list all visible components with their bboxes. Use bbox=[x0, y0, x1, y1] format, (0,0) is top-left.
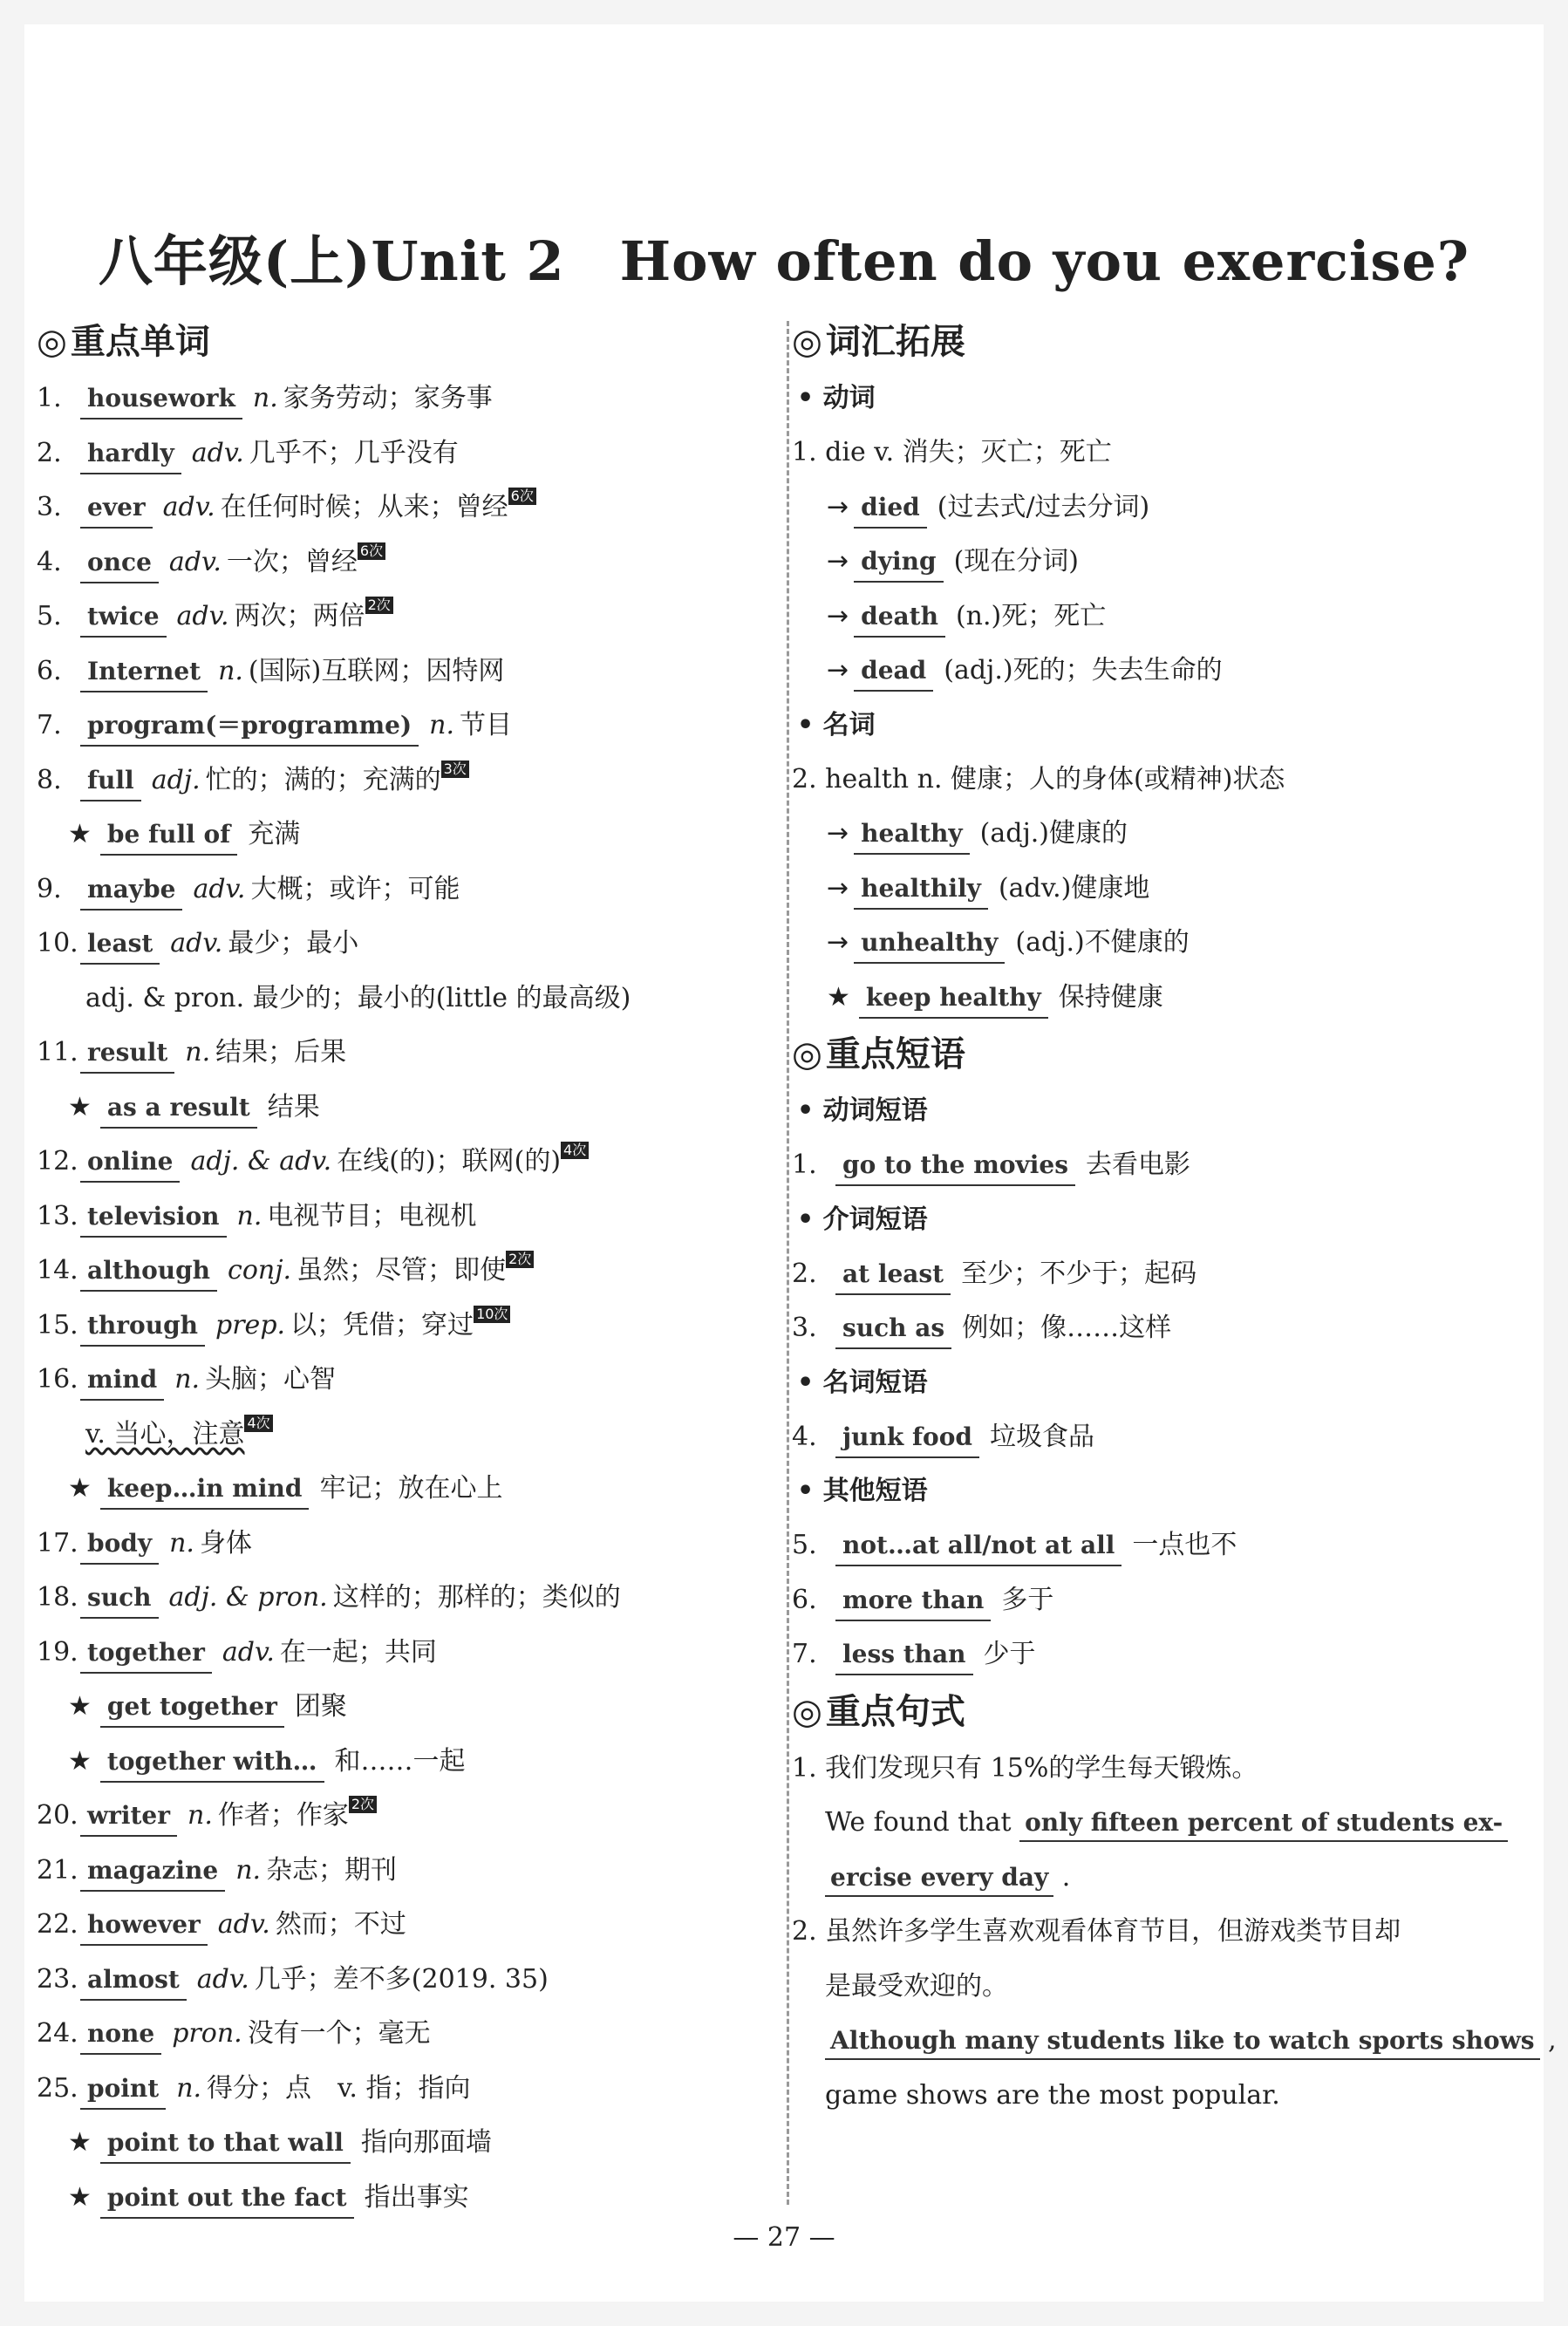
word-row bbox=[37, 590, 769, 645]
item-number: 10. bbox=[37, 928, 78, 958]
answer-blank[interactable]: once bbox=[80, 543, 159, 583]
star-icon: ★ bbox=[68, 2127, 92, 2158]
arrow-icon: → bbox=[827, 872, 849, 904]
frequency-badge: 2次 bbox=[506, 1251, 534, 1268]
sentence-2-en: Although many students like to watch sports shows , bbox=[792, 2014, 1524, 2069]
frequency-badge: 6次 bbox=[358, 542, 385, 560]
worksheet-page bbox=[24, 24, 1557, 2302]
word-row bbox=[37, 1789, 769, 1844]
section-heading: ◎ 重点单词 bbox=[37, 322, 210, 362]
part-of-speech: n. bbox=[187, 1800, 213, 1831]
answer-blank[interactable]: point to that wall bbox=[100, 2124, 351, 2164]
sentence-1-cn: 1. 我们发现只有 15%的学生每天锻炼。 bbox=[792, 1752, 1258, 1784]
definition: 至少；不少于；起码 bbox=[961, 1258, 1197, 1289]
answer-blank[interactable]: although bbox=[80, 1252, 217, 1292]
definition: 几乎不；几乎没有 bbox=[249, 437, 459, 468]
definition: (adv.)健康地 bbox=[998, 872, 1150, 904]
section-heading: ◎ 重点短语 bbox=[792, 1034, 965, 1074]
answer-blank[interactable]: housework bbox=[80, 379, 242, 419]
item-number: 12. bbox=[37, 1146, 78, 1177]
word-row bbox=[37, 1898, 769, 1953]
answer-blank[interactable]: not…at all/not at all bbox=[835, 1526, 1121, 1566]
answer-blank[interactable]: almost bbox=[80, 1961, 187, 2001]
health-line: 2. health n. 健康；人的身体(或精神)状态 bbox=[792, 763, 1285, 795]
frequency-badge: 4次 bbox=[244, 1415, 272, 1432]
form-row bbox=[792, 807, 1524, 862]
answer-blank[interactable]: ercise every day bbox=[825, 1863, 1053, 1897]
part-of-speech: adv. bbox=[170, 928, 223, 958]
definition: 几乎；差不多(2019. 35) bbox=[254, 1963, 549, 1995]
phrase-row bbox=[792, 1573, 1524, 1628]
answer-blank[interactable]: healthy bbox=[854, 815, 970, 855]
word-row bbox=[37, 1953, 769, 2008]
item-number: 4. bbox=[37, 546, 62, 577]
answer-blank[interactable]: hardly bbox=[80, 434, 181, 474]
definition: 头脑；心智 bbox=[205, 1364, 337, 1395]
part-of-speech: adv. bbox=[162, 492, 215, 522]
item-number: 5. bbox=[792, 1530, 817, 1560]
item-number: 6. bbox=[37, 655, 62, 686]
part-of-speech: adv. bbox=[217, 1909, 270, 1940]
definition: 去看电影 bbox=[1086, 1149, 1190, 1180]
answer-blank[interactable]: only fifteen percent of students ex- bbox=[1019, 1808, 1508, 1842]
die-line: 1. die v. 消失；灭亡；死亡 bbox=[792, 437, 1112, 467]
word-row bbox=[37, 972, 769, 1027]
definition: 结果 bbox=[267, 1091, 320, 1122]
item-number: 7. bbox=[792, 1639, 817, 1669]
word-row bbox=[37, 1462, 769, 1517]
frequency-badge: 6次 bbox=[508, 488, 536, 505]
arrow-icon: → bbox=[827, 491, 849, 522]
frequency-badge: 2次 bbox=[365, 597, 393, 614]
definition: 以；凭借；穿过 bbox=[290, 1309, 474, 1340]
word-row bbox=[37, 1408, 769, 1463]
section-heading: ◎ 词汇拓展 bbox=[792, 322, 965, 362]
arrow-icon: → bbox=[827, 546, 849, 576]
definition: 身体 bbox=[199, 1527, 252, 1559]
definition: 作者；作家 bbox=[217, 1800, 349, 1831]
health-star-row: ★ keep healthy 保持健康 bbox=[792, 971, 1524, 1026]
phrase-list bbox=[792, 1084, 1524, 1682]
part-of-speech: pron. bbox=[172, 2018, 242, 2049]
definition: 虽然；尽管；即使 bbox=[297, 1255, 507, 1286]
definition: 大概；或许；可能 bbox=[250, 873, 460, 904]
item-number: 22. bbox=[37, 1909, 78, 1940]
star-icon: ★ bbox=[68, 1091, 92, 1122]
part-of-speech: adj. bbox=[151, 764, 201, 795]
definition: v. 当心，注意 bbox=[85, 1418, 245, 1449]
word-row bbox=[37, 1081, 769, 1136]
word-row bbox=[37, 426, 769, 481]
answer-blank[interactable]: more than bbox=[835, 1581, 991, 1621]
star-icon: ★ bbox=[68, 1745, 92, 1777]
answer-blank[interactable]: Internet bbox=[80, 652, 208, 692]
word-row bbox=[37, 699, 769, 754]
arrow-icon: → bbox=[827, 818, 849, 849]
phrase-row bbox=[792, 1138, 1524, 1193]
word-row bbox=[37, 863, 769, 917]
phrase-row bbox=[792, 1518, 1524, 1573]
part-of-speech: adv. bbox=[196, 1963, 249, 1995]
phrase-row bbox=[792, 1301, 1524, 1356]
definition: 一次；曾经 bbox=[226, 546, 358, 577]
part-of-speech: adj. & pron. bbox=[168, 1582, 328, 1613]
left-column bbox=[37, 312, 769, 2225]
item-number: 25. bbox=[37, 2072, 78, 2104]
answer-blank[interactable]: such as bbox=[835, 1309, 951, 1349]
part-of-speech: n. bbox=[236, 1200, 262, 1231]
item-number: 6. bbox=[792, 1584, 817, 1615]
answer-blank[interactable]: through bbox=[80, 1306, 205, 1347]
form-row bbox=[792, 590, 1524, 645]
definition: 节目 bbox=[460, 710, 513, 740]
item-number: 3. bbox=[37, 492, 62, 522]
definition: 少于 bbox=[983, 1639, 1036, 1669]
definition: 多于 bbox=[1001, 1584, 1054, 1615]
star-icon: ★ bbox=[68, 819, 92, 849]
die-forms bbox=[792, 481, 1524, 699]
item-number: 7. bbox=[37, 710, 62, 740]
phrase-subheading: • 其他短语 bbox=[797, 1476, 928, 1506]
section-heading: ◎ 重点句式 bbox=[792, 1691, 965, 1732]
sentence-2-en-cont: game shows are the most popular. bbox=[825, 2079, 1280, 2111]
answer-blank[interactable]: point out the fact bbox=[100, 2179, 354, 2219]
word-row bbox=[37, 1844, 769, 1899]
answer-blank[interactable]: death bbox=[854, 597, 945, 638]
definition: 没有一个；毫无 bbox=[247, 2018, 431, 2049]
item-number: 17. bbox=[37, 1527, 78, 1559]
definition: (adj.)死的；失去生命的 bbox=[944, 655, 1223, 686]
answer-blank[interactable]: body bbox=[80, 1525, 159, 1565]
definition: 电视节目；电视机 bbox=[267, 1200, 477, 1231]
item-number: 2. bbox=[37, 437, 62, 468]
phrase-subheading: • 名词短语 bbox=[797, 1367, 928, 1398]
part-of-speech: adj. & adv. bbox=[190, 1146, 332, 1177]
answer-blank[interactable]: full bbox=[80, 761, 141, 801]
item-number: 24. bbox=[37, 2018, 78, 2049]
item-number: 19. bbox=[37, 1636, 78, 1668]
word-row bbox=[37, 1680, 769, 1735]
part-of-speech: adv. bbox=[193, 873, 246, 904]
word-row bbox=[37, 1517, 769, 1572]
item-number: 23. bbox=[37, 1963, 78, 1995]
item-number: 21. bbox=[37, 1854, 78, 1886]
answer-blank[interactable]: less than bbox=[835, 1635, 973, 1675]
part-of-speech: prep. bbox=[215, 1309, 286, 1340]
phrase-subheading: • 动词短语 bbox=[797, 1095, 928, 1126]
word-row bbox=[37, 372, 769, 426]
star-icon: ★ bbox=[68, 1473, 92, 1504]
part-of-speech: n. bbox=[174, 1364, 201, 1395]
word-row bbox=[37, 1353, 769, 1408]
item-number: 3. bbox=[792, 1313, 817, 1343]
part-of-speech: n. bbox=[176, 2072, 202, 2104]
definition: 家务劳动；家务事 bbox=[283, 383, 493, 413]
answer-blank[interactable]: such bbox=[80, 1579, 159, 1619]
answer-blank[interactable]: go to the movies bbox=[835, 1146, 1075, 1186]
item-number: 9. bbox=[37, 873, 62, 904]
definition: 例如；像……这样 bbox=[962, 1313, 1172, 1343]
word-row bbox=[37, 535, 769, 590]
definition: (过去式/过去分词) bbox=[937, 491, 1150, 522]
item-number: 20. bbox=[37, 1800, 78, 1831]
part-of-speech: n. bbox=[252, 383, 278, 413]
word-row bbox=[37, 917, 769, 972]
definition: 杂志；期刊 bbox=[266, 1854, 398, 1886]
word-row bbox=[37, 1299, 769, 1354]
answer-blank[interactable]: together bbox=[80, 1634, 212, 1674]
word-row bbox=[37, 2062, 769, 2117]
definition: (国际)互联网；因特网 bbox=[248, 655, 505, 686]
column-divider bbox=[787, 321, 789, 2205]
definition: 指出事实 bbox=[364, 2181, 469, 2213]
item-number: 8. bbox=[37, 764, 62, 795]
definition: 指向那面墙 bbox=[360, 2127, 492, 2158]
answer-blank[interactable]: least bbox=[80, 924, 160, 965]
part-of-speech: n. bbox=[235, 1854, 262, 1886]
definition: 垃圾食品 bbox=[989, 1421, 1094, 1452]
arrow-icon: → bbox=[827, 600, 849, 631]
word-row bbox=[37, 1626, 769, 1681]
item-number: 16. bbox=[37, 1364, 78, 1395]
phrase-row bbox=[792, 1247, 1524, 1302]
answer-blank[interactable]: keep healthy bbox=[859, 979, 1048, 1019]
definition: (n.)死；死亡 bbox=[955, 600, 1107, 631]
frequency-badge: 3次 bbox=[441, 761, 469, 778]
sentence-2-cn-cont: 是最受欢迎的。 bbox=[825, 1970, 1008, 2002]
definition: 得分；点 v. 指；指向 bbox=[207, 2072, 471, 2104]
word-row bbox=[37, 481, 769, 535]
definition: 忙的；满的；充满的 bbox=[205, 764, 441, 795]
word-row bbox=[37, 2007, 769, 2062]
definition: adj. & pron. 最少的；最小的(little 的最高级) bbox=[85, 982, 631, 1013]
form-row bbox=[792, 481, 1524, 535]
word-row bbox=[37, 1244, 769, 1299]
definition: 和……一起 bbox=[334, 1745, 466, 1777]
star-icon: ★ bbox=[68, 1691, 92, 1722]
definition: 最少；最小 bbox=[228, 928, 359, 958]
definition: 充满 bbox=[248, 819, 301, 849]
answer-blank[interactable]: keep…in mind bbox=[100, 1470, 310, 1510]
form-row bbox=[792, 916, 1524, 971]
form-row bbox=[792, 535, 1524, 590]
definition: 两次；两倍 bbox=[234, 601, 365, 631]
subheading-verb: • 动词 bbox=[797, 383, 876, 413]
definition: 在线(的)；联网(的) bbox=[337, 1146, 562, 1177]
answer-blank[interactable]: maybe bbox=[80, 870, 182, 911]
answer-blank[interactable]: none bbox=[80, 2015, 161, 2055]
item-number: 2. bbox=[792, 1258, 817, 1289]
definition: (adj.)健康的 bbox=[979, 818, 1128, 849]
arrow-icon: → bbox=[827, 927, 849, 958]
answer-blank[interactable]: as a result bbox=[100, 1088, 257, 1129]
answer-blank[interactable]: dead bbox=[854, 651, 933, 692]
definition: (adj.)不健康的 bbox=[1015, 927, 1190, 958]
word-row bbox=[37, 1571, 769, 1626]
word-list bbox=[37, 372, 769, 2225]
item-number: 13. bbox=[37, 1200, 78, 1231]
answer-blank[interactable]: however bbox=[80, 1906, 208, 1946]
answer-blank[interactable]: writer bbox=[80, 1797, 177, 1837]
part-of-speech: n. bbox=[169, 1527, 194, 1559]
item-number: 5. bbox=[37, 601, 62, 631]
answer-blank[interactable]: online bbox=[80, 1143, 180, 1183]
frequency-badge: 2次 bbox=[349, 1796, 377, 1813]
frequency-badge: 4次 bbox=[561, 1142, 589, 1159]
word-row bbox=[37, 1735, 769, 1790]
definition: 结果；后果 bbox=[215, 1037, 347, 1068]
word-row bbox=[37, 754, 769, 808]
health-forms bbox=[792, 807, 1524, 971]
definition: 团聚 bbox=[294, 1691, 347, 1722]
answer-blank[interactable]: get together bbox=[100, 1688, 284, 1728]
sentence-2-cn: 2. 虽然许多学生喜欢观看体育节目，但游戏类节目却 bbox=[792, 1916, 1401, 1947]
word-row bbox=[37, 645, 769, 699]
answer-blank[interactable]: died bbox=[854, 488, 927, 529]
item-number: 11. bbox=[37, 1037, 78, 1068]
part-of-speech: n. bbox=[185, 1037, 211, 1068]
part-of-speech: n. bbox=[429, 710, 455, 740]
subheading-noun: • 名词 bbox=[797, 709, 876, 740]
word-row bbox=[37, 1135, 769, 1190]
item-number: 15. bbox=[37, 1309, 78, 1340]
right-column bbox=[792, 312, 1557, 2123]
answer-blank[interactable]: program(＝programme) bbox=[80, 706, 419, 747]
answer-blank[interactable]: Although many students like to watch sports shows bbox=[825, 2026, 1540, 2060]
answer-blank[interactable]: television bbox=[80, 1197, 227, 1238]
word-row bbox=[37, 2116, 769, 2171]
answer-blank[interactable]: healthily bbox=[854, 870, 988, 910]
form-row bbox=[792, 644, 1524, 699]
arrow-icon: → bbox=[827, 655, 849, 686]
part-of-speech: adv. bbox=[191, 437, 244, 468]
part-of-speech: adv. bbox=[176, 601, 229, 631]
definition: 一点也不 bbox=[1132, 1530, 1237, 1560]
item-number: 4. bbox=[792, 1421, 817, 1452]
sentence-1-en-cont: ercise every day . bbox=[792, 1851, 1524, 1906]
phrase-subheading: • 介词短语 bbox=[797, 1204, 928, 1235]
item-number: 14. bbox=[37, 1255, 78, 1286]
definition: (现在分词) bbox=[953, 546, 1079, 576]
word-row bbox=[37, 1026, 769, 1081]
answer-blank[interactable]: point bbox=[80, 2070, 166, 2110]
frequency-badge: 10次 bbox=[474, 1306, 510, 1323]
item-number: 1. bbox=[792, 1149, 817, 1180]
part-of-speech: conj. bbox=[228, 1255, 292, 1286]
answer-blank[interactable]: result bbox=[80, 1033, 174, 1074]
answer-blank[interactable]: magazine bbox=[80, 1852, 225, 1892]
answer-blank[interactable]: dying bbox=[854, 542, 943, 583]
part-of-speech: n. bbox=[218, 655, 243, 686]
definition: 然而；不过 bbox=[275, 1909, 406, 1940]
answer-blank[interactable]: mind bbox=[80, 1361, 164, 1401]
phrase-row bbox=[792, 1627, 1524, 1682]
page-title: 八年级(上)Unit 2 How often do you exercise? bbox=[98, 229, 1470, 293]
answer-blank[interactable]: ever bbox=[80, 488, 153, 529]
phrase-row bbox=[792, 1410, 1524, 1465]
part-of-speech: adv. bbox=[222, 1636, 275, 1668]
page-number: — 27 — bbox=[733, 2222, 835, 2253]
star-icon: ★ bbox=[68, 2181, 92, 2213]
word-row bbox=[37, 1190, 769, 1245]
answer-blank[interactable]: unhealthy bbox=[854, 924, 1005, 964]
part-of-speech: adv. bbox=[168, 546, 222, 577]
answer-blank[interactable]: twice bbox=[80, 597, 167, 638]
item-number: 1. bbox=[37, 383, 62, 413]
word-row bbox=[37, 808, 769, 863]
definition: 在一起；共同 bbox=[279, 1636, 437, 1668]
definition: 牢记；放在心上 bbox=[319, 1473, 503, 1504]
answer-blank[interactable]: be full of bbox=[100, 815, 237, 856]
answer-blank[interactable]: junk food bbox=[835, 1418, 979, 1458]
word-row bbox=[37, 2171, 769, 2226]
item-number: 18. bbox=[37, 1582, 78, 1613]
definition: 这样的；那样的；类似的 bbox=[332, 1582, 621, 1613]
sentence-1-en: We found that only fifteen percent of students ex- bbox=[792, 1796, 1524, 1851]
answer-blank[interactable]: at least bbox=[835, 1255, 951, 1295]
definition: 在任何时候；从来；曾经 bbox=[220, 492, 508, 522]
form-row bbox=[792, 862, 1524, 917]
answer-blank[interactable]: together with… bbox=[100, 1743, 324, 1783]
